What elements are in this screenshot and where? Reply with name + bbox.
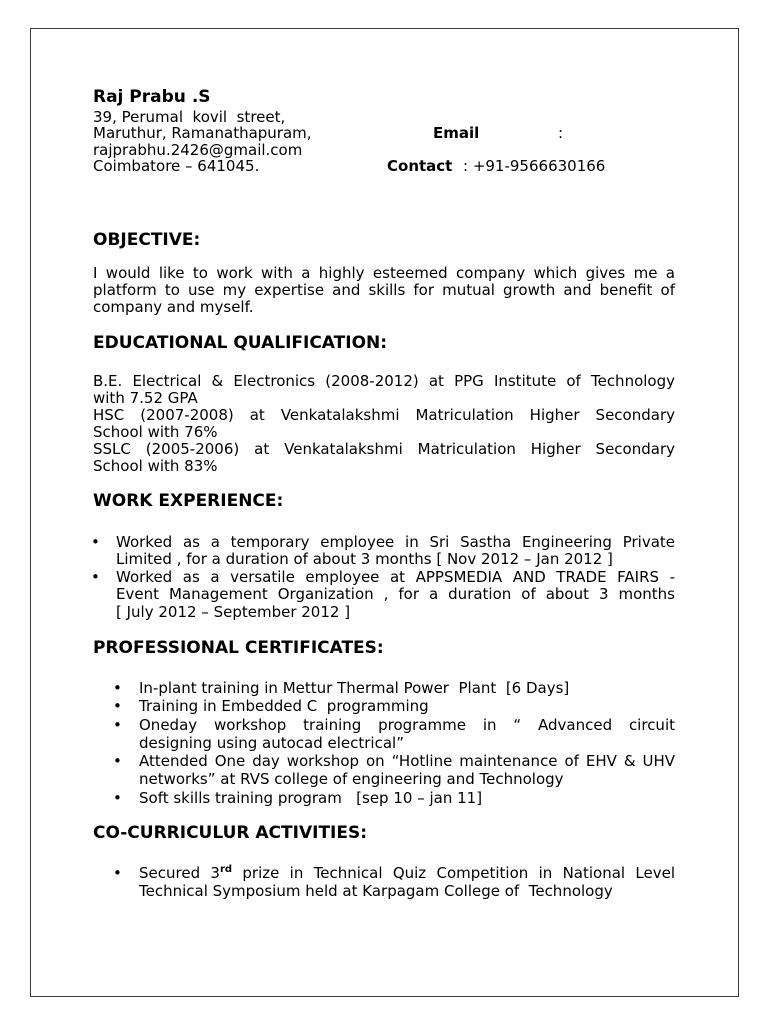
- certificate-line: networks” at RVS college of engineering and Technology: [139, 770, 564, 789]
- list-item: [113, 788, 675, 807]
- education-item: [93, 407, 675, 441]
- email-colon: :: [558, 124, 564, 142]
- email-value: rajprabhu.2426@gmail.com: [93, 140, 303, 159]
- bullet-icon: •: [113, 679, 122, 697]
- education-item: [93, 373, 675, 407]
- education-line: with 7.52 GPA: [93, 388, 198, 407]
- co-curricular-list: [113, 864, 675, 900]
- contact-value: : +91-9566630166: [463, 157, 606, 175]
- certificate-line: Attended One day workshop on “Hotline maintenance of EHV & UHV: [139, 752, 675, 771]
- bullet-icon: •: [113, 864, 122, 882]
- email-label: Email: [433, 124, 480, 142]
- list-item: [113, 715, 675, 753]
- address-block: [93, 109, 312, 175]
- bullet-icon: •: [113, 788, 122, 807]
- ordinal-superscript: rd: [219, 864, 233, 875]
- education-line: B.E. Electrical & Electronics (2008-2012) at PPG Institute of Technology: [93, 371, 675, 390]
- certificate-line: designing using autocad electrical”: [139, 733, 404, 752]
- bullet-icon: •: [113, 752, 122, 771]
- address-city: Coimbatore – 641045.: [93, 157, 260, 175]
- bullet-icon: •: [91, 532, 100, 551]
- certificates-heading: PROFESSIONAL CERTIFICATES:: [93, 638, 384, 658]
- list-item: [113, 697, 675, 716]
- address-street: 39, Perumal kovil street,: [93, 107, 286, 126]
- certificate-line: Soft skills training program [sep 10 – jan 11]: [139, 788, 483, 807]
- work-line: Limited , for a duration of about 3 months [ Nov 2012 – Jan 2012 ]: [116, 550, 613, 568]
- list-item: [113, 752, 675, 789]
- work-line: [ July 2012 – September 2012 ]: [116, 602, 351, 621]
- education-item: [93, 441, 675, 475]
- education-heading: EDUCATIONAL QUALIFICATION:: [93, 333, 388, 353]
- list-item: [113, 679, 675, 697]
- bullet-icon: •: [113, 697, 122, 716]
- education-line: HSC (2007-2008) at Venkatalakshmi Matriculation Higher Secondary: [93, 405, 675, 424]
- applicant-name: Raj Prabu .S: [93, 87, 211, 107]
- co-curricular-heading: CO-CURRICULUR ACTIVITIES:: [93, 823, 368, 843]
- list-item: [91, 567, 675, 622]
- contact-label: Contact: [387, 157, 453, 175]
- co-curricular-line: [139, 864, 675, 882]
- certificate-line: Training in Embedded C programming: [139, 697, 429, 716]
- objective-line: I would like to work with a highly esteemed company which gives me a: [93, 263, 675, 282]
- work-line: Worked as a versatile employee at APPSMEDIA AND TRADE FAIRS -: [116, 567, 675, 586]
- bullet-icon: •: [113, 715, 122, 734]
- education-paragraph: [93, 373, 675, 475]
- objective-line: platform to use my expertise and skills for mutual growth and benefit of: [93, 280, 675, 299]
- work-line: Worked as a temporary employee in Sri Sastha Engineering Private: [116, 532, 675, 551]
- work-experience-heading: WORK EXPERIENCE:: [93, 491, 284, 511]
- education-line: School with 76%: [93, 422, 218, 441]
- objective-paragraph: [93, 265, 675, 316]
- list-item: [113, 864, 675, 900]
- co-curricular-line-end: prize in Technical Quiz Competition in National Level: [242, 864, 675, 882]
- co-curricular-line-start: Secured 3: [139, 864, 220, 882]
- certificate-line: Oneday workshop training programme in “ Advanced circuit: [139, 715, 675, 734]
- co-curricular-line: Technical Symposium held at Karpagam College of Technology: [139, 882, 613, 900]
- bullet-icon: •: [91, 567, 100, 586]
- certificates-list: [113, 679, 675, 807]
- address-locality: Maruthur, Ramanathapuram,: [93, 124, 312, 142]
- objective-heading: OBJECTIVE:: [93, 230, 201, 250]
- certificate-line: In-plant training in Mettur Thermal Power Plant [6 Days]: [139, 679, 570, 697]
- work-line: Event Management Organization , for a duration of about 3 months: [116, 585, 675, 603]
- education-line: SSLC (2005-2006) at Venkatalakshmi Matriculation Higher Secondary: [93, 439, 675, 458]
- education-line: School with 83%: [93, 456, 218, 475]
- list-item: [91, 532, 675, 569]
- objective-line: company and myself.: [93, 297, 254, 316]
- work-experience-list: [91, 532, 675, 622]
